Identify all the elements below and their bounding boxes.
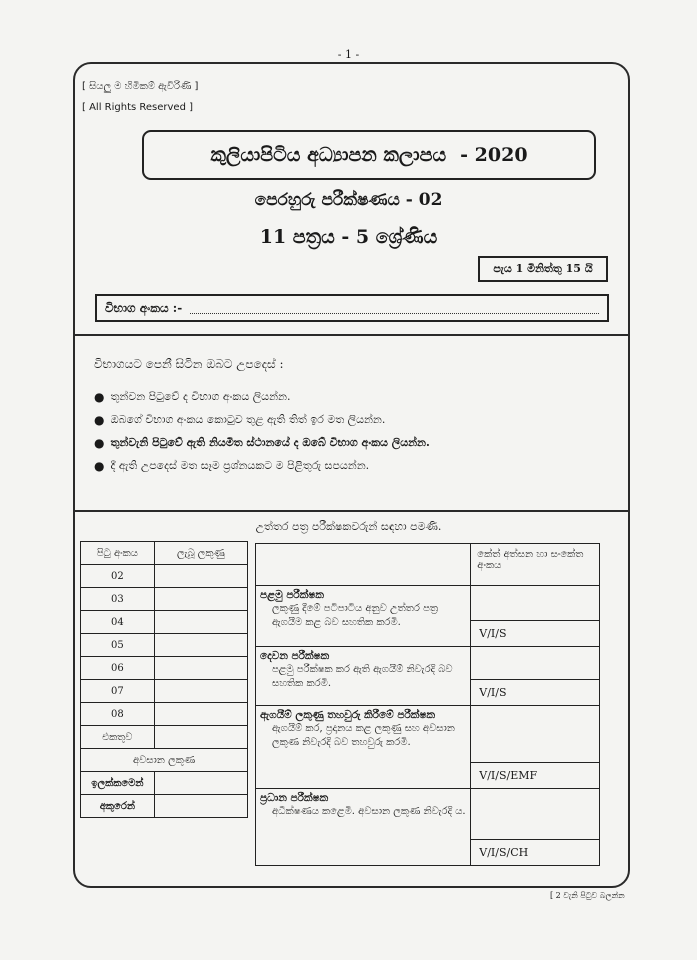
- marks-cell[interactable]: [154, 611, 247, 634]
- in-numbers-label: ඉලක්කමෙන්: [81, 772, 155, 795]
- col-header-page: පිටු අංකය: [81, 542, 155, 565]
- table-row: 08: [81, 703, 248, 726]
- instruction-item: ● ඔබගේ විභාග අංකය කොටුව තුළ ඇති තිත් ඉර මත ලියන්න.: [94, 412, 386, 427]
- marks-cell[interactable]: [154, 588, 247, 611]
- col-header-marks: ලැබූ ලකුණු: [154, 542, 247, 565]
- table-row: [81, 726, 248, 749]
- table-row: 02: [81, 565, 248, 588]
- code-label: V/I/S: [471, 679, 599, 705]
- code-label: V/I/S/CH: [471, 839, 599, 865]
- table-row: [256, 544, 600, 586]
- bullet-icon: ●: [94, 458, 105, 473]
- code-label: V/I/S: [471, 620, 599, 646]
- table-row: [81, 749, 248, 772]
- table-row: 03: [81, 588, 248, 611]
- bullet-icon: ●: [94, 389, 105, 404]
- table-row: 07: [81, 680, 248, 703]
- zone-title-box: [142, 130, 596, 180]
- table-row: [81, 795, 248, 818]
- exam-year: - 2020: [460, 144, 528, 166]
- bullet-icon: ●: [94, 412, 105, 427]
- final-numbers-cell[interactable]: [154, 772, 247, 795]
- instruction-item: ● දී ඇති උපදෙස් මත සෑම ප්‍රශ්නයකට ම පිළිතුරු සපයන්න.: [94, 458, 370, 473]
- divider-bottom: [75, 510, 628, 512]
- table-row: ප්‍රධාන පරීක්ෂක අධීක්ෂණය කළෙමි. අවසාන ලකුණ නිවැරදි ය. V/I/S/CH: [256, 789, 600, 866]
- bullet-icon: ●: [94, 435, 105, 450]
- signature-field[interactable]: [471, 706, 599, 762]
- copyright-sinhala: [ සියලු ම හිමිකම් ඇවිරිණි ]: [82, 81, 199, 92]
- instructions-list: [94, 385, 430, 477]
- code-label: V/I/S/EMF: [471, 762, 599, 788]
- final-words-cell[interactable]: [154, 795, 247, 818]
- marks-cell[interactable]: [154, 703, 247, 726]
- role-chief-examiner: ප්‍රධාන පරීක්ෂක: [260, 792, 329, 804]
- table-row: 06: [81, 657, 248, 680]
- signature-field[interactable]: [471, 586, 599, 620]
- page-number: - 1 -: [337, 48, 360, 61]
- duration-box: පැය 1 මිනිත්තු 15 යි: [478, 256, 608, 282]
- zone-name: කුලියාපිටිය අධ්‍යාපන කලාපය: [210, 144, 447, 166]
- table-row: 04: [81, 611, 248, 634]
- instruction-item: ● තුන්වැනි පිටුවේ ඇති නියමිත ස්ථානයේ ද ඔබේ විභාග අංකය ලියන්න.: [94, 435, 430, 450]
- signature-field[interactable]: [471, 647, 599, 679]
- in-words-label: අකුරෙන්: [81, 795, 155, 818]
- marks-cell[interactable]: [154, 680, 247, 703]
- marks-cell[interactable]: [154, 657, 247, 680]
- table-row: [81, 772, 248, 795]
- marks-cell[interactable]: [154, 565, 247, 588]
- exam-name: පෙරහුරු පරීක්ෂණය - 02: [254, 190, 443, 210]
- table-row: දෙවන පරීක්ෂක පළමු පරීක්ෂක කර ඇති ඇගයීම් නිවැරදි බව සහතික කරමි. V/I/S: [256, 647, 600, 706]
- index-number-box: [95, 294, 609, 322]
- index-label: විභාග අංකය :-: [105, 300, 183, 315]
- role-second-examiner: දෙවන පරීක්ෂක: [260, 650, 330, 662]
- total-label: එකතුව: [81, 726, 155, 749]
- marks-cell[interactable]: [154, 634, 247, 657]
- table-row: පළමු පරීක්ෂක ලකුණු දීමේ පටිපාටිය අනුව උත්තර පත්‍ර ඇගයීම කළ බව සහතික කරමි. V/I/S: [256, 586, 600, 647]
- table-row: [81, 542, 248, 565]
- marks-table: [80, 541, 248, 818]
- signature-header: කේත් අත්සන හා සංකේත අංකය: [471, 544, 600, 586]
- footnote: [ 2 වැනි පිටුව බලන්න: [550, 891, 625, 900]
- role-first-examiner: පළමු පරීක්ෂක: [260, 589, 324, 601]
- table-row: 05: [81, 634, 248, 657]
- examiner-note: උත්තර පත්‍ර පරීක්ෂකවරුන් සඳහා පමණි.: [255, 520, 442, 533]
- instructions-title: විභාගයට පෙනී සිටින ඔබට උපදෙස් :: [94, 357, 284, 371]
- table-row: ඇගයීම් ලකුණු තහවුරු කිරීමේ පරීක්ෂක ඇගයීම් කර, ප්‍රදානය කළ ලකුණු සහ අවසාන ලකුණ නිවැරදි බව තහවුරු කරමි. V/I/S/EMF: [256, 706, 600, 789]
- signature-field[interactable]: [471, 789, 599, 839]
- role-verification-examiner: ඇගයීම් ලකුණු තහවුරු කිරීමේ පරීක්ෂක: [260, 709, 435, 721]
- divider-top: [75, 334, 628, 336]
- instruction-item: ● තුන්වන පිටුවේ ද විභාග අංකය ලියන්න.: [94, 389, 291, 404]
- grade-paper: 11 පත්‍රය - 5 ශ්‍රේණිය: [259, 226, 438, 248]
- examiner-table: [255, 543, 600, 866]
- final-mark-label: අවසාන ලකුණ: [81, 749, 248, 772]
- index-number-field[interactable]: [190, 302, 599, 314]
- copyright-english: [ All Rights Reserved ]: [82, 102, 194, 113]
- total-cell[interactable]: [154, 726, 247, 749]
